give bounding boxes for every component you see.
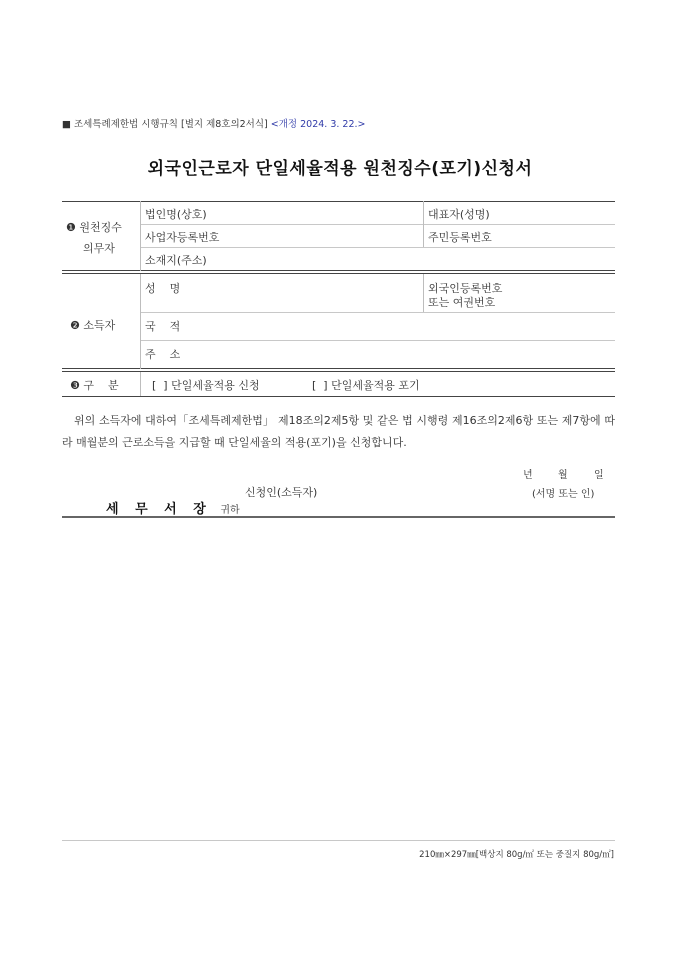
section2-label: ❷ 소득자 [70,319,116,332]
date-day: 일 [594,470,604,481]
section-divider [62,270,615,271]
table-bottom-border [62,396,615,397]
row-divider [140,224,615,225]
page-title: 외국인근로자 단일세율적용 원천징수(포기)신청서 [147,159,533,179]
column-divider [140,201,141,271]
row-divider [140,340,615,341]
applicant-label: 신청인(소득자) [245,486,318,499]
section-divider [62,273,615,274]
form-bottom-rule [62,516,615,518]
row-divider [140,247,615,248]
column-divider [423,274,424,312]
signature-note: (서명 또는 인) [532,489,595,500]
resident-reg-no-field[interactable]: 주민등록번호 [428,231,492,244]
date-year: 년 [523,470,533,481]
paper-spec: 210㎜×297㎜[백상지 80g/㎡ 또는 중질지 80g/㎡] [419,850,614,860]
business-address-field[interactable]: 소재지(주소) [145,254,207,267]
row-divider [140,312,615,313]
representative-field[interactable]: 대표자(성명) [428,208,490,221]
column-divider [140,274,141,369]
column-divider [423,201,424,247]
section1-label-sub: 의무자 [83,242,115,255]
waive-checkbox[interactable]: [ ] 단일세율적용 포기 [312,379,420,392]
earner-address-field[interactable]: 주 소 [145,348,181,361]
section1-label: ❶ 원천징수 [66,221,122,234]
foreign-reg-field-line2[interactable]: 또는 여권번호 [428,296,496,309]
form-reference [62,116,365,130]
company-name-field[interactable]: 법인명(상호) [145,208,207,221]
tax-office-title: 세 무 서 장 [106,502,212,517]
section-divider [62,371,615,372]
declaration-paragraph: 위의 소득자에 대하여「조세특례제한법」 제18조의2제5항 및 같은 법 시행령 제16조의2제6항 또는 제7항에 따라 매월분의 근로소득을 지급할 때 단일세율의 적용(포기)을 신청합니다. [62,414,615,449]
nationality-field[interactable]: 국 적 [145,320,181,333]
date-month: 월 [558,470,568,481]
revision-note: <개정 2024. 3. 22.> [270,119,366,130]
foreign-reg-field-line1[interactable]: 외국인등록번호 [428,282,503,295]
apply-checkbox[interactable]: [ ] 단일세율적용 신청 [152,379,260,392]
earner-name-field[interactable]: 성 명 [145,282,181,295]
recipient-line [106,498,240,517]
section-divider [62,368,615,369]
footer-rule [62,840,615,841]
form-ref-text: ■ 조세특례제한법 시행규칙 [별지 제8호의2서식] [62,119,268,130]
recipient-suffix: 귀하 [220,505,240,516]
business-reg-no-field[interactable]: 사업자등록번호 [145,231,220,244]
table-top-border [62,201,615,202]
column-divider [140,372,141,396]
section3-label: ❸ 구 분 [70,379,119,392]
